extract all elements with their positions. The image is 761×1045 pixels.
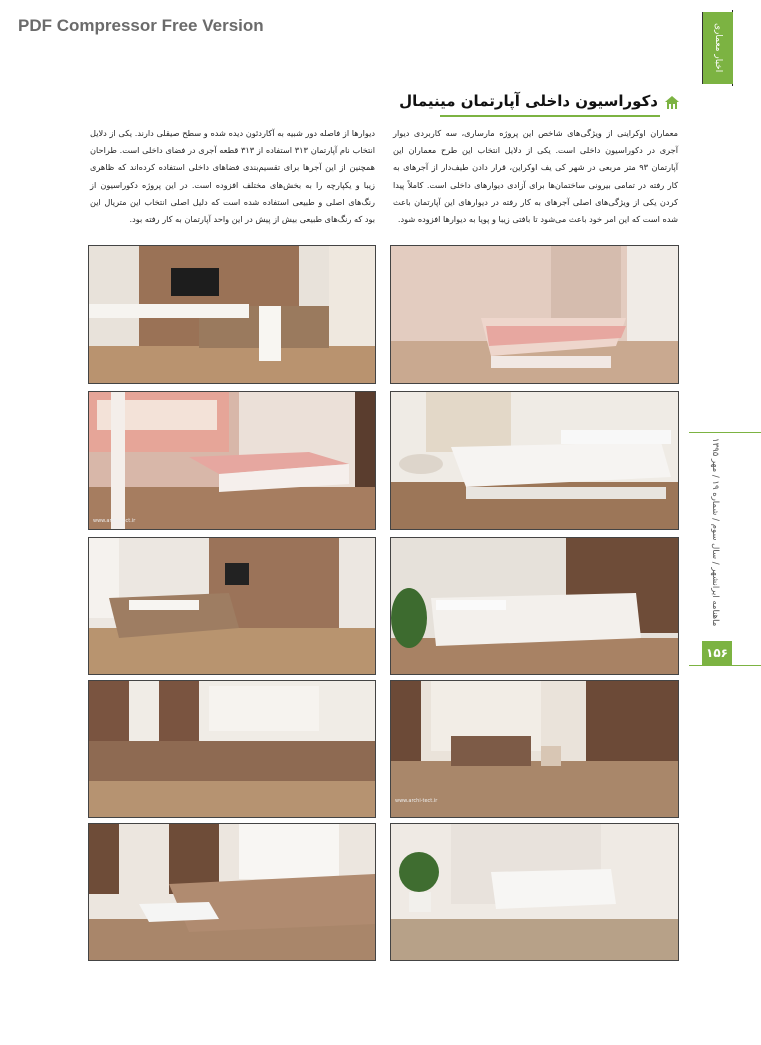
section-tab bbox=[702, 12, 733, 84]
magazine-issue-line: ماهنامه ایرانشهر / سال سوم / شماره ۱۹ / مهر ۱۳۹۵ bbox=[710, 438, 720, 627]
photo-bedroom-pink-bed bbox=[390, 245, 679, 384]
title-underline bbox=[440, 115, 660, 117]
photo-bed-corner-plant bbox=[390, 823, 679, 961]
building-icon bbox=[664, 94, 680, 110]
side-divider-bottom bbox=[689, 665, 761, 666]
photo-living-room-tv bbox=[88, 245, 376, 384]
photo-caption: www.archi-tect.ir bbox=[93, 518, 136, 524]
article-column-left: دیوارها از فاصله دور شبیه به آکاردئون دیده شده و سطح صیقلی دارند. یکی از دلایل انتخاب نام آپارتمان ۳۱۳ استفاده از ۳۱۳ قطعه آجری در فضای داخلی است. طراحان همچنین از این آجرها برای تقسیم‌بندی فضاهای داخلی استفاده کرده‌اند که ظاهری زیبا و یکپارچه را به بخش‌های مختلف افزوده است. در این پروژه دکوراسیون از رنگ‌های اصلی و طبیعی استفاده شده است که دلیل اصلی انتخاب این متریال این بود که رنگ‌های طبیعی بیش از پیش در این واحد آپارتمان به کار رفته بود. bbox=[90, 128, 376, 225]
photo-caption: www.archi-tect.ir bbox=[395, 798, 438, 804]
article-title: دکوراسیون داخلی آپارتمان مینیمال bbox=[399, 92, 658, 110]
photo-white-bed-window bbox=[390, 391, 679, 530]
article-title-block bbox=[399, 92, 680, 114]
page-number: ۱۵۶ bbox=[702, 641, 732, 665]
section-tab-label: اخبار معماری bbox=[713, 23, 723, 73]
side-divider-top bbox=[689, 432, 761, 433]
watermark-text: PDF Compressor Free Version bbox=[18, 16, 264, 35]
photo-open-living-room bbox=[390, 680, 679, 818]
photo-sofa-coffee-table bbox=[88, 823, 376, 961]
photo-sofa-kitchen bbox=[88, 680, 376, 818]
photo-twin-beds bbox=[88, 391, 376, 530]
photo-bed-plant bbox=[390, 537, 679, 675]
article-column-right: معماران اوکراینی از ویژگی‌های شاخص این پروژه مارساری، سه کاربردی دیوار آجری در دکوراسیون داخلی است. یکی از دلایل انتخاب این طرح معماران این آپارتمان ۹۳ متر مربعی در شهر کی یف اوکراین، قرار دادن طیف‌دار از آجرهای به کار رفته در تمامی بیرونی ساختمان‌ها برای آزادی دیوارهای داخلی است. کاملاً پیدا کردن یکی از ویژگی‌های اصلی آجرهای به کار رفته در دیوارهای این آپارتمان باعث شده است که این امر خود باعث می‌شود تا بافتی زیبا و پویا به دیوارها افزوده شود. bbox=[393, 128, 679, 225]
photo-living-sofa-wall bbox=[88, 537, 376, 675]
